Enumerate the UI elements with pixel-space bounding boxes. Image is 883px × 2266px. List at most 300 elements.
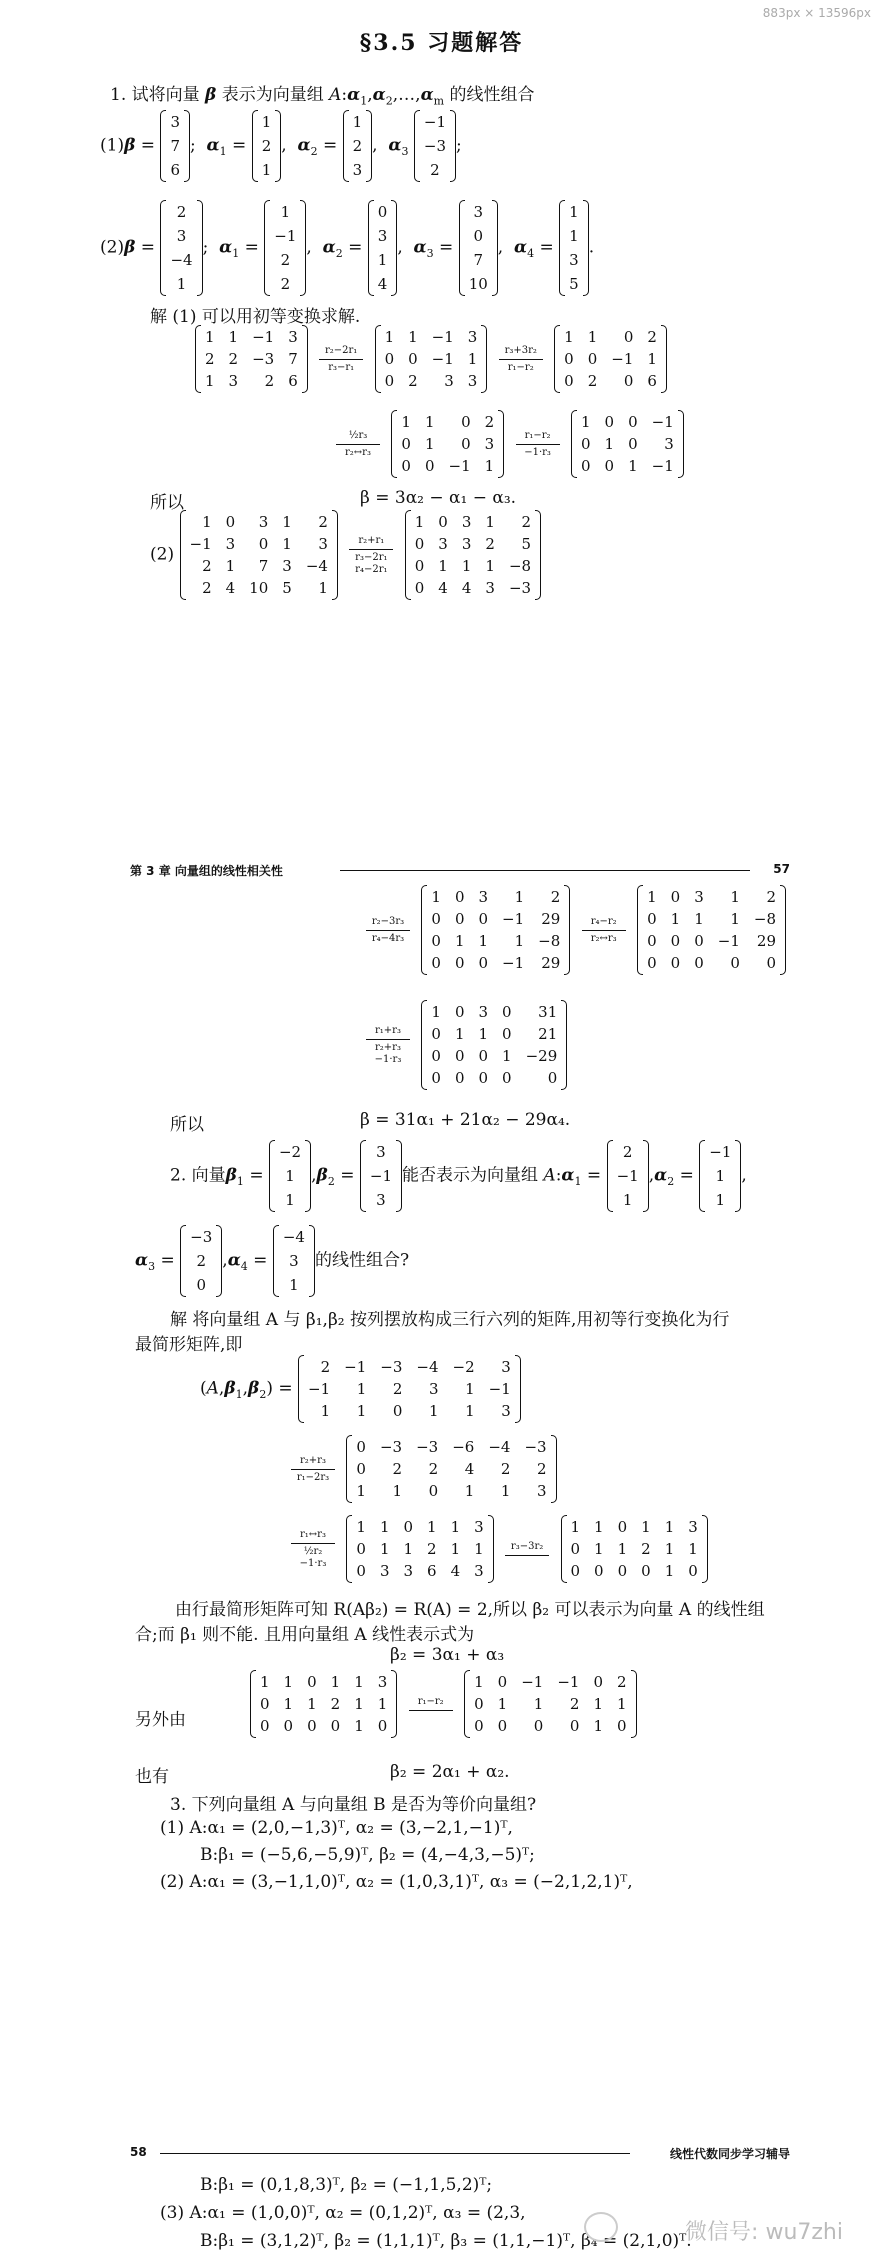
- vector-entry: 7: [170, 137, 180, 155]
- also-from-label: 另外由: [135, 1710, 186, 1730]
- matrix-entry: 3: [474, 1562, 484, 1580]
- watermark: 微信号: wu7zhi: [685, 2220, 843, 2245]
- vector-alpha4: [273, 1225, 315, 1297]
- problem2-stem: 2. 向量$\beta_1$ = −2 1 1 $,\beta_2$ = 3 −1 3 能否表示为向量组 $A:\alpha_1$ = 2 −1 1 $,\alpha_2$ = −1 1 1 ,: [170, 1140, 747, 1212]
- matrix-entry: 5: [282, 579, 292, 597]
- matrix-entry: 1: [379, 1518, 390, 1536]
- matrix-entry: 1: [431, 888, 441, 906]
- matrix-entry: 0: [670, 932, 681, 950]
- row-operation-label: r₄−4r₃: [371, 932, 405, 944]
- elimination-row: [360, 885, 786, 975]
- matrix-entry: 0: [533, 1717, 544, 1735]
- matrix-entry: 1: [478, 1025, 489, 1043]
- matrix-entry: 2: [228, 350, 239, 368]
- matrix-entry: 6: [647, 372, 657, 390]
- matrix: [554, 325, 667, 393]
- row-operation-arrow: [336, 430, 380, 459]
- matrix: [421, 1000, 567, 1090]
- matrix-entry: 1: [414, 513, 425, 531]
- matrix-entry: 0: [502, 1025, 512, 1043]
- vector-alpha4: [559, 200, 589, 296]
- matrix-entry: 0: [414, 535, 425, 553]
- matrix-entry: 3: [467, 328, 478, 346]
- matrix-entry: 1: [428, 1402, 439, 1420]
- vector-entry: −1: [369, 1167, 392, 1185]
- matrix-entry: 1: [694, 910, 704, 928]
- matrix-entry: 0: [414, 579, 425, 597]
- matrix-entry: 2: [427, 1540, 437, 1558]
- row-operation-arrow: [319, 345, 363, 374]
- vector-entry: 1: [715, 1167, 726, 1185]
- matrix-entry: 1: [307, 1695, 317, 1713]
- matrix-entry: 0: [424, 457, 435, 475]
- vector-entry: 1: [569, 227, 579, 245]
- matrix-entry: 1: [594, 1540, 604, 1558]
- matrix-entry: 3: [403, 1562, 414, 1580]
- matrix-entry: 2: [202, 557, 212, 575]
- matrix-entry: 1: [461, 557, 472, 575]
- vector-entry: 5: [569, 275, 579, 293]
- matrix-entry: 0: [580, 435, 591, 453]
- row-operation-arrow: [349, 535, 393, 576]
- matrix-entry: 1: [205, 328, 215, 346]
- matrix-entry: 1: [354, 1717, 364, 1735]
- vector-entry: 2: [430, 161, 440, 179]
- matrix-entry: 1: [465, 1402, 475, 1420]
- matrix-entry: 1: [330, 1673, 341, 1691]
- matrix-entry: −1: [189, 535, 212, 553]
- row-operation-arrow: [366, 916, 410, 945]
- vector-entry: 3: [170, 113, 180, 131]
- vector-entry: −4: [170, 251, 193, 269]
- matrix-entry: −8: [538, 932, 561, 950]
- matrix-entry: 3: [501, 1358, 511, 1376]
- vector-alpha3: [180, 1225, 222, 1297]
- conclusion-text: 合;而 β₁ 则不能. 且用向量组 A 线性表示式为: [135, 1625, 475, 1645]
- matrix-entry: 29: [541, 954, 561, 972]
- matrix-entry: 0: [617, 1562, 628, 1580]
- vector-entry: 1: [261, 161, 272, 179]
- matrix-entry: −8: [753, 910, 776, 928]
- matrix-entry: 0: [478, 954, 489, 972]
- matrix-entry: 1: [580, 413, 591, 431]
- elimination-row: [330, 410, 684, 478]
- row-operation-arrow: [582, 916, 626, 945]
- matrix-entry: 2: [521, 513, 532, 531]
- matrix-entry: 0: [356, 1438, 366, 1456]
- matrix-entry: 0: [403, 1518, 414, 1536]
- row-operation-label: r₂−2r₁: [325, 344, 358, 356]
- matrix-entry: 3: [688, 1518, 698, 1536]
- matrix-entry: 0: [414, 557, 425, 575]
- matrix-entry: −6: [452, 1438, 475, 1456]
- matrix-entry: 2: [500, 1460, 511, 1478]
- matrix-entry: 0: [461, 413, 471, 431]
- matrix-entry: −8: [508, 557, 532, 575]
- matrix-entry: 2: [205, 350, 215, 368]
- vector-alpha1: [264, 200, 306, 296]
- problem3-line: B:β₁ = (3,1,2)ᵀ, β₂ = (1,1,1)ᵀ, β₃ = (1,1,−1)ᵀ, β₄ = (2,1,0)ᵀ.: [200, 2231, 692, 2251]
- matrix-entry: 2: [484, 413, 495, 431]
- row-operation-arrow: [366, 1025, 410, 1066]
- vector-entry: 1: [377, 251, 388, 269]
- matrix-entry: 0: [478, 910, 489, 928]
- matrix-entry: 0: [628, 413, 638, 431]
- matrix: [346, 1515, 493, 1583]
- elimination-row: [360, 1000, 567, 1090]
- row-operation-label: r₃+3r₂: [504, 344, 537, 356]
- matrix-entry: 2: [587, 372, 598, 390]
- vector-entry: −4: [282, 1228, 305, 1246]
- vector-entry: 0: [196, 1276, 206, 1294]
- matrix-entry: 1: [514, 888, 525, 906]
- vector-entry: 0: [473, 227, 484, 245]
- matrix-entry: 1: [454, 1025, 465, 1043]
- matrix-entry: 3: [379, 1562, 390, 1580]
- matrix-entry: −4: [488, 1438, 511, 1456]
- matrix-entry: 0: [454, 954, 465, 972]
- matrix-entry: 0: [225, 513, 236, 531]
- matrix-entry: 0: [428, 1482, 439, 1500]
- matrix-entry: 1: [478, 932, 489, 950]
- matrix-entry: 0: [497, 1673, 508, 1691]
- matrix-entry: 3: [501, 1402, 511, 1420]
- vector-entry: −3: [190, 1228, 213, 1246]
- elimination-row: [285, 1515, 708, 1583]
- matrix-entry: 2: [569, 1695, 580, 1713]
- matrix-entry: 2: [647, 328, 657, 346]
- matrix-entry: 4: [461, 579, 472, 597]
- matrix-entry: 0: [356, 1460, 366, 1478]
- matrix-entry: −3: [524, 1438, 547, 1456]
- matrix-entry: 0: [401, 435, 411, 453]
- matrix-entry: 0: [766, 954, 776, 972]
- matrix-entry: 1: [379, 1540, 390, 1558]
- matrix-entry: 0: [569, 1717, 580, 1735]
- matrix: [464, 1670, 636, 1738]
- elimination-row: [250, 1670, 637, 1738]
- vector-entry: 1: [352, 113, 363, 131]
- matrix-entry: 3: [664, 435, 674, 453]
- matrix: [637, 885, 786, 975]
- matrix-entry: 1: [356, 1402, 367, 1420]
- matrix-entry: 1: [454, 932, 465, 950]
- matrix-entry: 0: [694, 954, 704, 972]
- matrix-entry: −1: [344, 1358, 367, 1376]
- matrix-entry: 1: [502, 1047, 512, 1065]
- vector-alpha2: [699, 1140, 741, 1212]
- vector-alpha3: [414, 110, 456, 182]
- matrix-entry: 4: [464, 1460, 475, 1478]
- matrix-entry: 0: [502, 1069, 512, 1087]
- elimination-row: [285, 1435, 557, 1503]
- matrix-entry: 0: [454, 1003, 465, 1021]
- matrix-entry: 3: [478, 1003, 489, 1021]
- matrix-entry: 0: [392, 1402, 403, 1420]
- matrix-entry: −1: [431, 328, 454, 346]
- matrix-entry: 1: [485, 513, 495, 531]
- matrix-entry: 2: [641, 1540, 651, 1558]
- matrix-entry: −1: [651, 457, 674, 475]
- matrix-entry: 1: [647, 350, 657, 368]
- matrix-entry: 0: [617, 1518, 628, 1536]
- matrix-entry: 0: [461, 435, 471, 453]
- matrix-entry: 6: [427, 1562, 437, 1580]
- problem3-line: (3) A:α₁ = (1,0,0)ᵀ, α₂ = (0,1,2)ᵀ, α₃ = (2,3,: [160, 2203, 526, 2223]
- matrix-entry: 1: [664, 1540, 675, 1558]
- matrix-entry: 3: [537, 1482, 547, 1500]
- matrix-entry: −1: [651, 413, 674, 431]
- matrix-entry: 4: [225, 579, 236, 597]
- matrix-entry: 1: [356, 1518, 366, 1536]
- matrix-entry: 1: [533, 1695, 544, 1713]
- row-operation-label: r₂↔r₃: [345, 446, 371, 458]
- row-operation-arrow: [291, 1529, 335, 1570]
- matrix-entry: 0: [730, 954, 740, 972]
- matrix-entry: 3: [444, 372, 454, 390]
- matrix-entry: 0: [623, 328, 634, 346]
- matrix-entry: 0: [384, 372, 395, 390]
- matrix-entry: −29: [525, 1047, 558, 1065]
- matrix-entry: 0: [377, 1717, 388, 1735]
- matrix-entry: −3: [508, 579, 532, 597]
- matrix-entry: 0: [431, 932, 441, 950]
- vector-entry: 1: [176, 275, 187, 293]
- row-operation-label: r₃−2r₁: [355, 551, 388, 563]
- vector-beta: [160, 200, 202, 296]
- matrix-entry: 0: [258, 535, 269, 553]
- matrix-entry: 1: [282, 513, 292, 531]
- row-operation-label: r₁−r₂: [417, 1695, 444, 1707]
- vector-beta: [160, 110, 190, 182]
- matrix-entry: −4: [305, 557, 328, 575]
- matrix-entry: 4: [438, 579, 448, 597]
- matrix-entry: 1: [664, 1562, 675, 1580]
- page-header: 第 3 章 向量组的线性相关性 57: [130, 862, 790, 878]
- matrix-entry: −1: [431, 350, 454, 368]
- vector-entry: 10: [468, 275, 488, 293]
- matrix-entry: 0: [454, 1069, 465, 1087]
- matrix-entry: 2: [408, 372, 418, 390]
- matrix-entry: 0: [283, 1717, 294, 1735]
- matrix-entry: 3: [694, 888, 704, 906]
- matrix-entry: 1: [730, 888, 740, 906]
- matrix-entry: 1: [474, 1673, 484, 1691]
- matrix-entry: 1: [594, 1518, 604, 1536]
- matrix-entry: 1: [318, 579, 328, 597]
- row-operation-label: r₁−r₂: [524, 429, 551, 441]
- matrix-entry: 3: [461, 513, 472, 531]
- matrix: [298, 1355, 521, 1423]
- matrix-entry: 0: [616, 1717, 627, 1735]
- vector-beta1: [269, 1140, 311, 1212]
- matrix-entry: 1: [688, 1540, 698, 1558]
- matrix-entry: 0: [647, 910, 657, 928]
- matrix-entry: 0: [564, 350, 574, 368]
- result-equation: β₂ = 2α₁ + α₂.: [390, 1762, 510, 1782]
- matrix-entry: 1: [283, 1695, 294, 1713]
- matrix-entry: 0: [474, 1695, 484, 1713]
- matrix-entry: 0: [307, 1717, 317, 1735]
- matrix-entry: 3: [377, 1673, 388, 1691]
- matrix-entry: 0: [547, 1069, 558, 1087]
- matrix-entry: 1: [616, 1695, 627, 1713]
- matrix-entry: 31: [538, 1003, 558, 1021]
- matrix-entry: −1: [502, 910, 525, 928]
- matrix-entry: 2: [616, 1673, 627, 1691]
- so-label: 所以: [170, 1115, 204, 1135]
- matrix-entry: 1: [283, 1673, 294, 1691]
- row-operation-label: r₄−r₂: [590, 915, 617, 927]
- matrix: [391, 410, 504, 478]
- matrix-entry: 0: [356, 1540, 366, 1558]
- vector-entry: −1: [423, 113, 447, 131]
- matrix-entry: 2: [537, 1460, 547, 1478]
- problem3-line: B:β₁ = (−5,6,−5,9)ᵀ, β₂ = (4,−4,3,−5)ᵀ;: [200, 1845, 535, 1865]
- vector-entry: 2: [280, 251, 291, 269]
- header-rule: [160, 2153, 630, 2154]
- matrix-entry: 0: [604, 413, 615, 431]
- matrix-entry: 3: [467, 372, 478, 390]
- result-equation: β = 3α₂ − α₁ − α₃.: [360, 488, 517, 508]
- matrix-entry: 7: [258, 557, 269, 575]
- row-operation-label: r₁−2r₃: [296, 1471, 330, 1483]
- matrix-entry: 1: [356, 1482, 366, 1500]
- row-operation-label: r₃−3r₂: [510, 1540, 544, 1552]
- also-have-label: 也有: [135, 1767, 169, 1787]
- result-equation: β₂ = 3α₁ + α₃: [390, 1645, 505, 1665]
- row-operation-label: −1·r₃: [524, 446, 551, 458]
- vector-entry: 1: [715, 1191, 726, 1209]
- matrix-entry: 0: [438, 513, 448, 531]
- matrix-entry: 3: [484, 435, 495, 453]
- vector-entry: 3: [473, 203, 484, 221]
- matrix-entry: 0: [628, 435, 638, 453]
- row-operation-label: r₂+r₃: [300, 1454, 326, 1466]
- matrix-entry: 0: [260, 1695, 270, 1713]
- row-operation-label: −1·r₃: [374, 1053, 402, 1065]
- matrix-entry: 0: [431, 1047, 441, 1065]
- row-operation-arrow: [499, 345, 543, 374]
- matrix-entry: 1: [377, 1695, 388, 1713]
- matrix-entry: 2: [392, 1380, 403, 1398]
- matrix-entry: 1: [202, 513, 212, 531]
- vector-entry: 1: [622, 1191, 633, 1209]
- vector-entry: 2: [352, 137, 363, 155]
- matrix-entry: 3: [478, 888, 489, 906]
- vector-entry: 1: [285, 1167, 295, 1185]
- header-rule: [340, 870, 750, 871]
- matrix-entry: 0: [384, 350, 395, 368]
- matrix-entry: 1: [260, 1673, 270, 1691]
- vector-entry: 7: [473, 251, 484, 269]
- matrix-entry: 0: [260, 1717, 270, 1735]
- elimination-row: [195, 325, 667, 393]
- matrix-entry: −1: [448, 457, 471, 475]
- matrix-entry: 0: [330, 1717, 341, 1735]
- matrix-entry: 0: [593, 1673, 603, 1691]
- elimination-row: $(A,\beta_1,\beta_2)$ = 2 −1 1 −1 1 1 −3 2 0 −4 3 1 −2 1 1 3 −1 3: [200, 1355, 521, 1423]
- matrix-entry: 1: [641, 1518, 651, 1536]
- matrix-entry: 0: [478, 1069, 489, 1087]
- vector-entry: 2: [196, 1252, 206, 1270]
- matrix-entry: −3: [416, 1438, 439, 1456]
- matrix-entry: −1: [252, 328, 275, 346]
- matrix-entry: 1: [320, 1402, 331, 1420]
- vector-alpha3: [459, 200, 498, 296]
- matrix-entry: 0: [454, 888, 465, 906]
- matrix-entry: 1: [450, 1540, 461, 1558]
- matrix-entry: 0: [454, 910, 465, 928]
- so-label: 所以: [150, 493, 184, 513]
- matrix-entry: 1: [474, 1540, 484, 1558]
- matrix-entry: 7: [288, 350, 298, 368]
- matrix-entry: 1: [570, 1518, 581, 1536]
- matrix-entry: 3: [228, 372, 239, 390]
- matrix-entry: 2: [320, 1358, 331, 1376]
- vector-entry: 1: [261, 113, 272, 131]
- matrix-entry: 0: [497, 1717, 508, 1735]
- matrix-entry: 0: [564, 372, 574, 390]
- row-operation-arrow: [409, 1696, 453, 1713]
- vector-entry: −1: [709, 1143, 732, 1161]
- matrix-entry: 2: [766, 888, 776, 906]
- matrix: [571, 410, 684, 478]
- matrix-entry: −1: [557, 1673, 580, 1691]
- matrix-entry: 1: [384, 328, 395, 346]
- matrix-entry: 6: [288, 372, 298, 390]
- matrix-entry: 1: [500, 1482, 511, 1500]
- matrix-entry: 1: [354, 1695, 364, 1713]
- matrix-entry: 1: [225, 557, 236, 575]
- matrix-entry: 1: [484, 457, 495, 475]
- matrix-entry: 1: [392, 1482, 403, 1500]
- matrix-entry: 2: [264, 372, 275, 390]
- matrix-entry: 0: [641, 1562, 651, 1580]
- matrix-entry: 1: [424, 435, 435, 453]
- matrix-entry: 2: [318, 513, 328, 531]
- matrix-entry: 1: [730, 910, 740, 928]
- matrix-entry: 3: [438, 535, 448, 553]
- matrix-entry: 0: [431, 954, 441, 972]
- row-operation-arrow: [516, 430, 560, 459]
- solution-intro: 解 (1) 可以用初等变换求解.: [150, 307, 361, 327]
- vector-entry: 3: [569, 251, 579, 269]
- matrix-entry: 10: [249, 579, 269, 597]
- matrix-entry: 5: [521, 535, 532, 553]
- matrix-entry: 3: [485, 579, 495, 597]
- matrix-entry: 0: [587, 350, 598, 368]
- matrix: [180, 510, 338, 600]
- matrix: [375, 325, 488, 393]
- row-operation-label: r₂−3r₃: [371, 915, 405, 927]
- problem1-part1: (1)β = 3 7 6 ; $\alpha_1$ = 1 2 1 , $\alpha_2$ = 1 2 3 , $\alpha_3$ −1 −3 2 ;: [100, 110, 462, 182]
- vector-entry: 3: [176, 227, 187, 245]
- matrix-entry: −1: [521, 1673, 544, 1691]
- matrix-entry: −3: [379, 1438, 403, 1456]
- matrix-entry: 1: [205, 372, 215, 390]
- matrix-entry: 1: [564, 328, 574, 346]
- matrix-entry: 2: [202, 579, 212, 597]
- matrix-entry: 1: [424, 413, 435, 431]
- matrix-entry: 1: [628, 457, 638, 475]
- matrix-entry: 1: [587, 328, 598, 346]
- matrix: [561, 1515, 708, 1583]
- matrix-entry: 1: [664, 1518, 675, 1536]
- vector-entry: 2: [280, 275, 291, 293]
- matrix-entry: 1: [497, 1695, 508, 1713]
- row-operation-label: r₂+r₁: [358, 534, 385, 546]
